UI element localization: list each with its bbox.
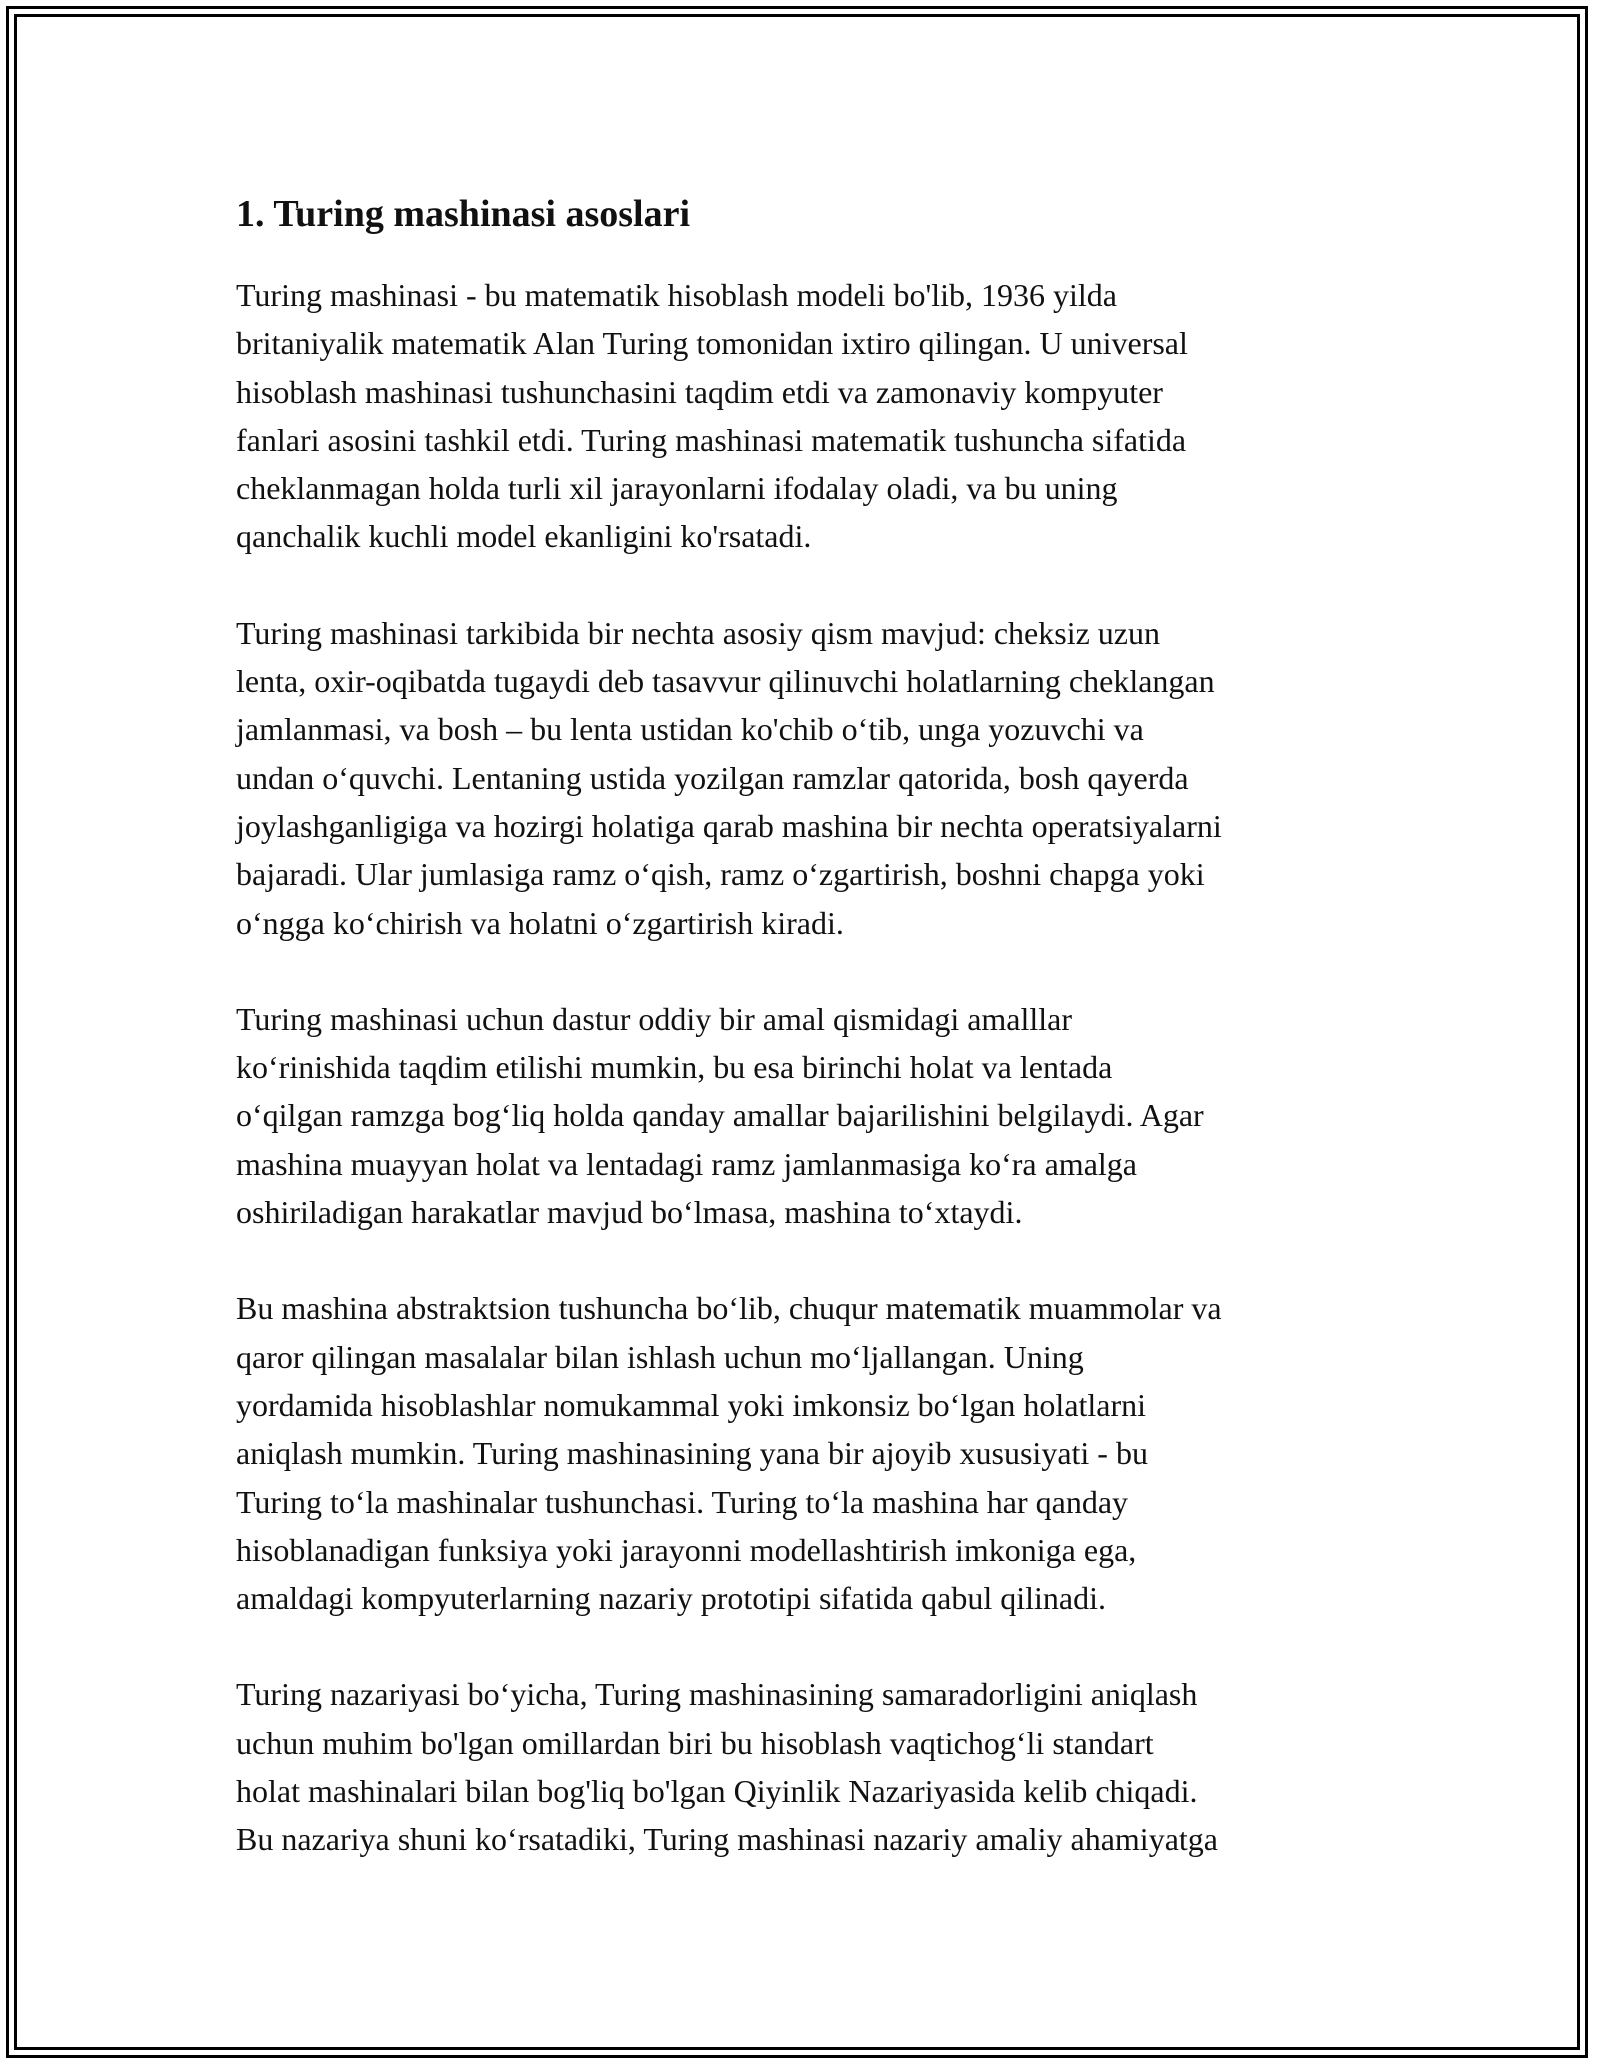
paragraph-3: Turing mashinasi uchun dastur oddiy bir amal qismidagi amalllar ko‘rinishida taqdim etilishi mumkin, bu esa birinchi holat va lentada o‘qilgan ramzga bog‘liq holda qanday amallar bajarilishini belgilaydi. Agar mashina muayyan holat va lentadagi ramz jamlanmasiga ko‘ra amalga oshiriladigan harakatlar mavjud bo‘lmasa, mashina to‘xtaydi.: [236, 1000, 1204, 1231]
paragraph-5: Turing nazariyasi bo‘yicha, Turing mashinasining samaradorligini aniqlash uchun muhim bo'lgan omillardan biri bu hisoblash vaqtichog‘li standart holat mashinalari bilan bog'liq bo'lgan Qiyinlik Nazariyasida kelib chiqadi. Bu nazariya shuni ko‘rsatadiki, Turing mashinasi nazariy amaliy ahamiyatga: [236, 1676, 1218, 1858]
paragraph-2: Turing mashinasi tarkibida bir nechta asosiy qism mavjud: cheksiz uzun lenta, oxir-oqibatda tugaydi deb tasavvur qilinuvchi holatlarning cheklangan jamlanmasi, va bosh – bu lenta ustidan ko'chib o‘tib, unga yozuvchi va undan o‘quvchi. Lentaning ustida yozilgan ramzlar qatorida, bosh qayerda joylashganligiga va hozirgi holatiga qarab mashina bir nechta operatsiyalarni bajaradi. Ular jumlasiga ramz o‘qish, ramz o‘zgartirish, boshni chapga yoki o‘ngga ko‘chirish va holatni o‘zgartirish kiradi.: [236, 614, 1222, 941]
paragraph-1: Turing mashinasi - bu matematik hisoblash modeli bo'lib, 1936 yilda britaniyalik matematik Alan Turing tomonidan ixtiro qilingan. U universal hisoblash mashinasi tushunchasini taqdim etdi va zamonaviy kompyuter fanlari asosini tashkil etdi. Turing mashinasi matematik tushuncha sifatida cheklanmagan holda turli xil jarayonlarni ifodalay oladi, va bu uning qanchalik kuchli model ekanligini ko'rsatadi.: [236, 277, 1188, 555]
section-heading: 1. Turing mashinasi asoslari: [236, 193, 691, 235]
paragraph-4: Bu mashina abstraktsion tushuncha bo‘lib, chuqur matematik muammolar va qaror qilingan masalalar bilan ishlash uchun mo‘ljallangan. Uning yordamida hisoblashlar nomukammal yoki imkonsiz bo‘lgan holatlarni aniqlash mumkin. Turing mashinasining yana bir ajoyib xususiyati - bu Turing to‘la mashinalar tushunchasi. Turing to‘la mashina har qanday hisoblanadigan funksiya yoki jarayonni modellashtirish imkoniga ega, amaldagi kompyuterlarning nazariy prototipi sifatida qabul qilinadi.: [236, 1290, 1222, 1617]
document-body: [236, 186, 1376, 1912]
